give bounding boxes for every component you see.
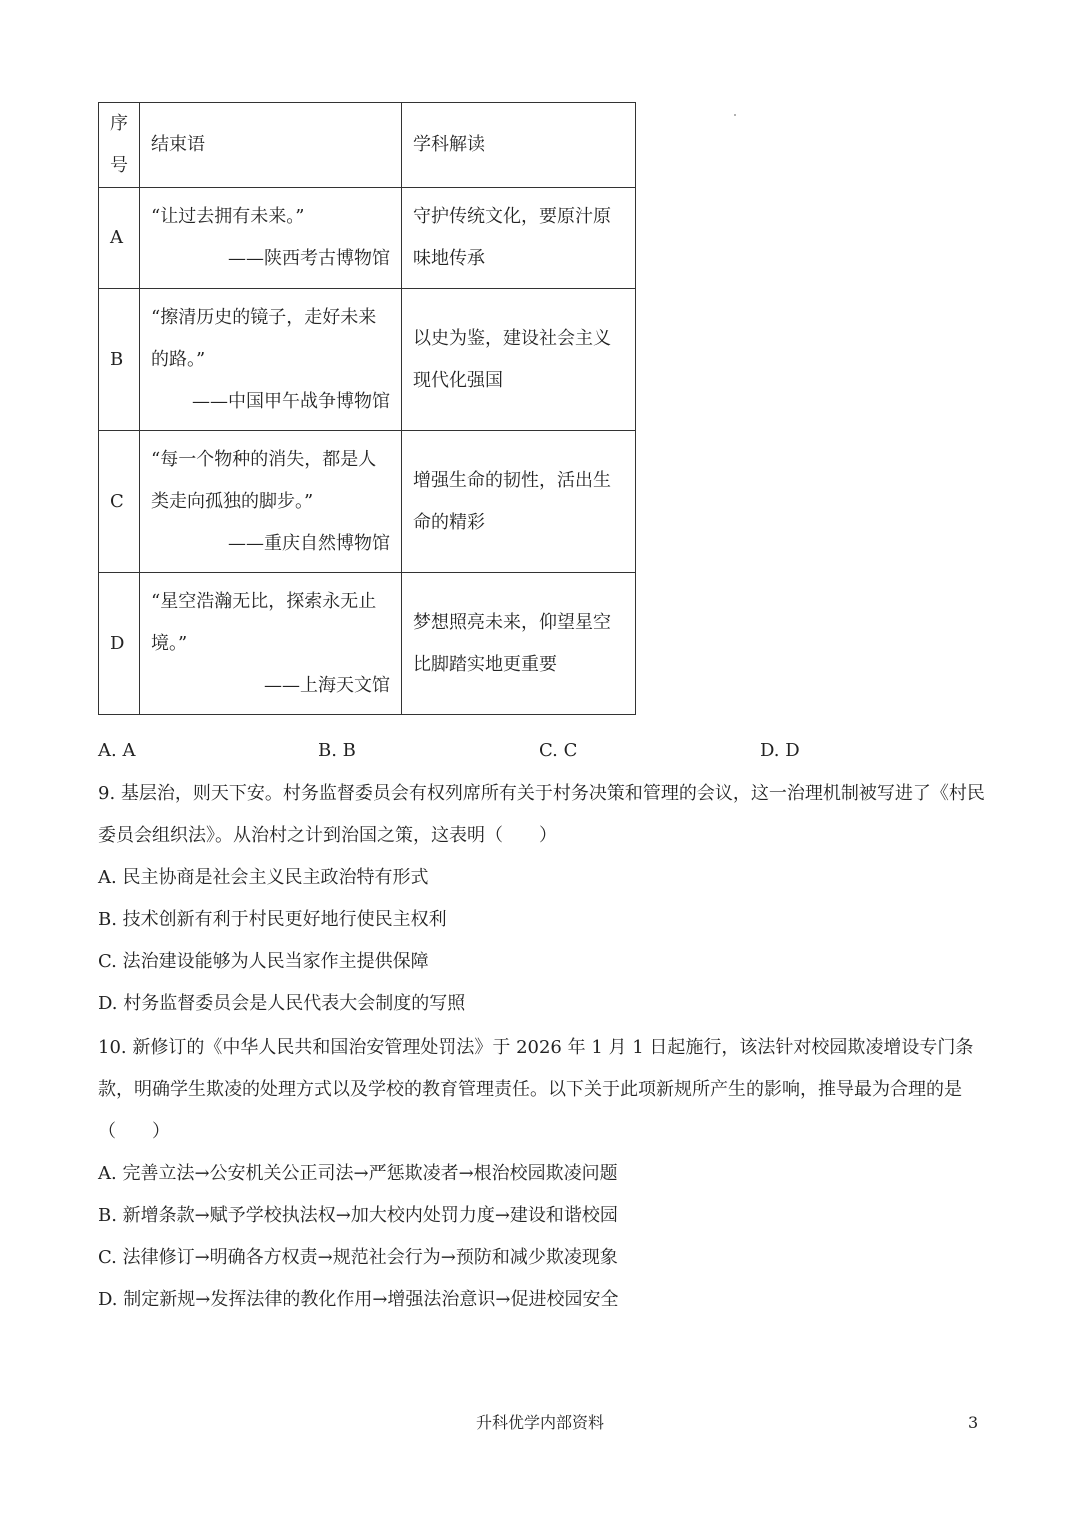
quote-text: “每一个物种的消失，都是人类走向孤独的脚步。” <box>151 448 377 512</box>
interpretation-cell: 守护传统文化，要原汁原味地传承 <box>402 188 636 289</box>
quote-text: “星空浩瀚无比，探索永无止境。” <box>151 590 377 654</box>
question-table <box>98 102 636 715</box>
header-number: 序号 <box>99 103 140 188</box>
interpretation-cell: 梦想照亮未来，仰望星空比脚踏实地更重要 <box>402 573 636 715</box>
row-number: B <box>99 289 140 431</box>
table-row <box>99 431 636 573</box>
header-closing-words: 结束语 <box>140 103 402 188</box>
table-row <box>99 573 636 715</box>
option-a: A. 民主协商是社会主义民主政治特有形式 <box>98 867 429 888</box>
option-c: C. 法律修订→明确各方权责→规范社会行为→预防和减少欺凌现象 <box>98 1247 618 1268</box>
quote-source: ——陕西考古博物馆 <box>228 248 390 269</box>
closing-words-cell <box>140 188 402 289</box>
quote-source: ——重庆自然博物馆 <box>228 532 390 554</box>
choice-c: C. C <box>539 740 578 761</box>
closing-words-cell <box>140 573 402 715</box>
option-b: B. 新增条款→赋予学校执法权→加大校内处罚力度→建设和谐校园 <box>98 1205 618 1226</box>
quote-text: “让过去拥有未来。” <box>151 206 305 227</box>
quote-source: ——上海天文馆 <box>264 674 390 696</box>
header-interpretation: 学科解读 <box>402 103 636 188</box>
choice-a: A. A <box>98 740 136 761</box>
question-9 <box>98 773 988 1025</box>
choice-b: B. B <box>318 740 356 761</box>
option-a: A. 完善立法→公安机关公正司法→严惩欺凌者→根治校园欺凌问题 <box>98 1163 618 1184</box>
table-row <box>99 289 636 431</box>
row-number: C <box>99 431 140 573</box>
question-stem: 9. 基层治，则天下安。村务监督委员会有权列席所有关于村务决策和管理的会议，这一治理机制被写进了《村民委员会组织法》。从治村之计到治国之策，这表明（ ） <box>98 783 985 846</box>
row-number: D <box>99 573 140 715</box>
option-d: D. 村务监督委员会是人民代表大会制度的写照 <box>98 993 466 1014</box>
table-header-row <box>99 103 636 188</box>
option-d: D. 制定新规→发挥法律的教化作用→增强法治意识→促进校园安全 <box>98 1289 619 1310</box>
interpretation-cell: 增强生命的韧性，活出生命的精彩 <box>402 431 636 573</box>
option-b: B. 技术创新有利于村民更好地行使民主权利 <box>98 909 447 930</box>
closing-words-cell <box>140 431 402 573</box>
footer-label: 升科优学内部资料 <box>475 1413 604 1432</box>
option-c: C. 法治建设能够为人民当家作主提供保障 <box>98 951 429 972</box>
choice-d: D. D <box>760 740 800 761</box>
table-row <box>99 188 636 289</box>
interpretation-cell: 以史为鉴，建设社会主义现代化强国 <box>402 289 636 431</box>
question-10 <box>98 1027 988 1321</box>
closing-words-cell <box>140 289 402 431</box>
row-number: A <box>99 188 140 289</box>
page-number: 3 <box>968 1413 979 1432</box>
scan-speck <box>734 114 736 116</box>
question-stem: 10. 新修订的《中华人民共和国治安管理处罚法》于 2026 年 1 月 1 日起施行，该法针对校园欺凌增设专门条款，明确学生欺凌的处理方式以及学校的教育管理责任。以下关于此项新规所产生的影响，推导最为合理的是（ ） <box>98 1037 974 1142</box>
quote-text: “擦清历史的镜子，走好未来的路。” <box>151 306 377 370</box>
q8-choices <box>98 731 978 771</box>
quote-source: ——中国甲午战争博物馆 <box>192 390 390 412</box>
